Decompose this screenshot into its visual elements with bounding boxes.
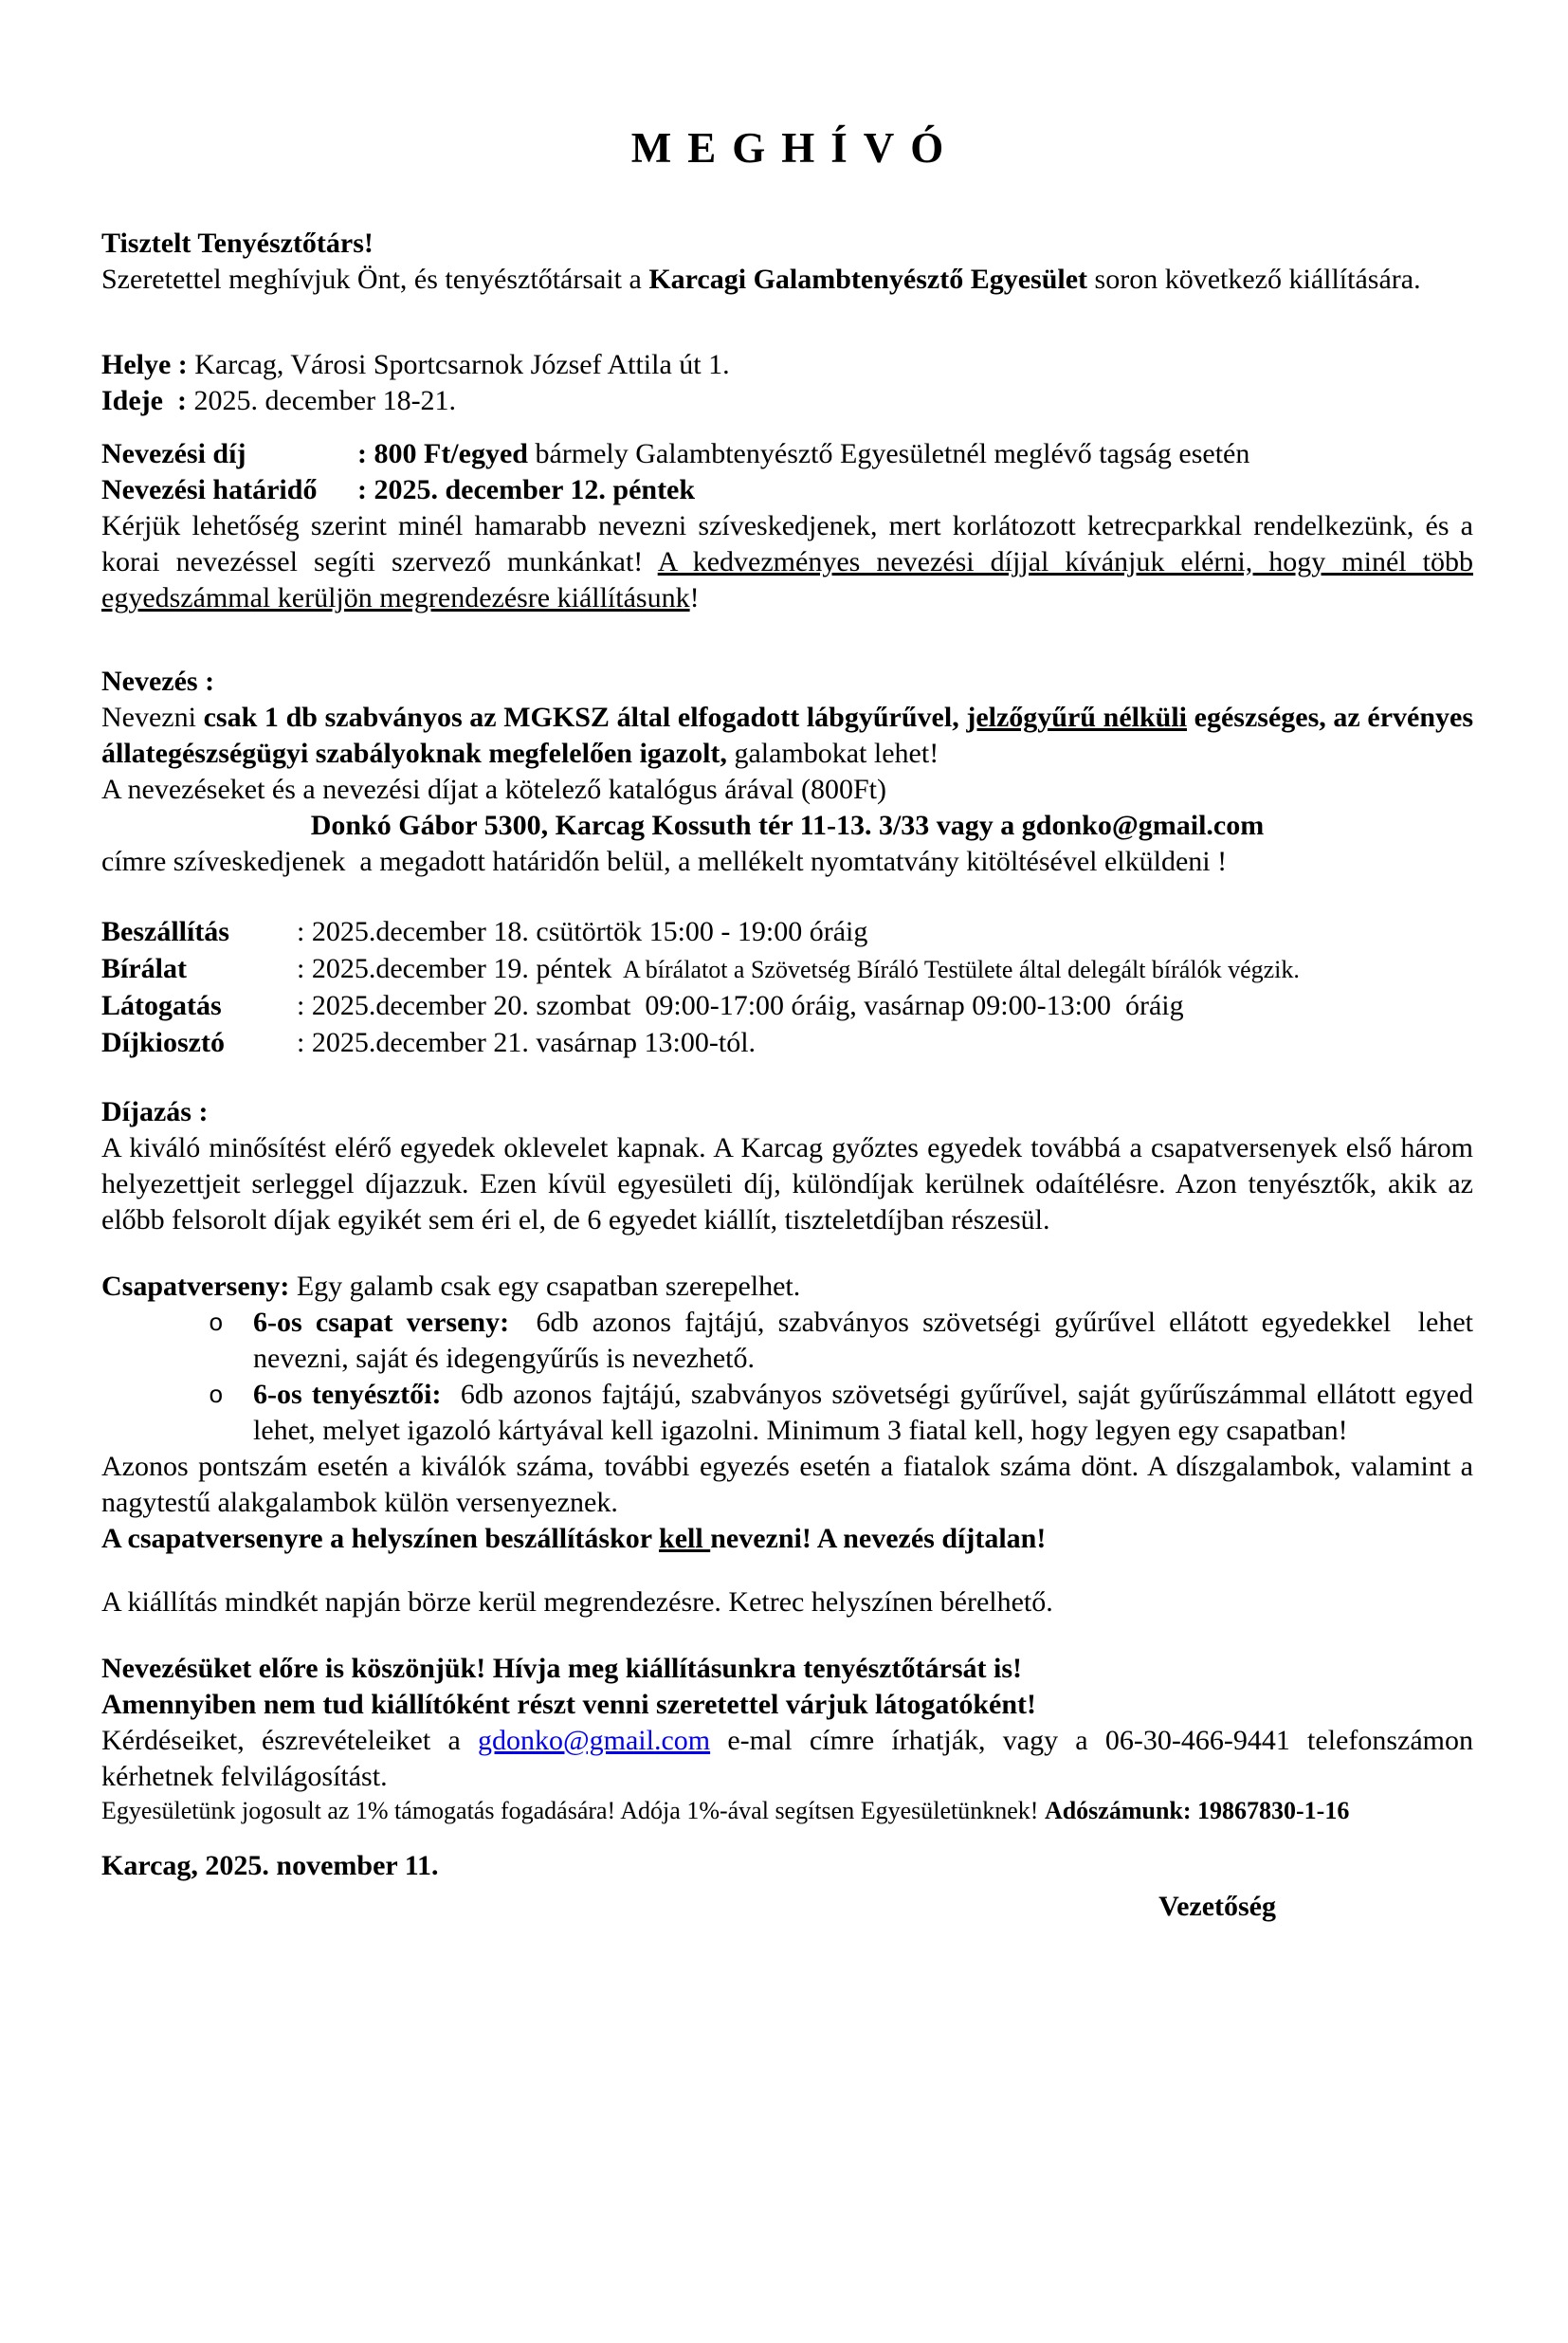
schedule-value: : 2025.december 19. péntek bbox=[297, 953, 612, 984]
entry-fee-label: Nevezési díj bbox=[101, 438, 246, 469]
entry-note-pre: Kérjük lehetőség szerint minél hamarabb nevezni szíveskedjenek, mert korlátozott ketrecparkkal rendelkezünk, és a korai nevezéssel segíti szervező munkánkat! bbox=[101, 510, 1473, 577]
schedule-row-awards-ceremony bbox=[101, 1025, 1473, 1062]
rule-pre: Nevezni bbox=[101, 702, 204, 733]
venue-line bbox=[101, 347, 1473, 383]
date-line bbox=[101, 383, 1473, 419]
venue-label: Helye : bbox=[101, 349, 188, 380]
schedule-note: A bírálatot a Szövetség Bíráló Testülete által delegált bírálók végzik. bbox=[611, 956, 1300, 983]
market-line: A kiállítás mindkét napján börze kerül megrendezésre. Ketrec helyszínen bérelhető. bbox=[101, 1586, 1053, 1618]
team-contest-heading: Csapatverseny: bbox=[101, 1271, 290, 1302]
entry-fee-rest: bármely Galambtenyésztő Egyesületnél meglévő tagság esetén bbox=[527, 438, 1250, 469]
bullet-term: 6-os tenyésztői: bbox=[253, 1379, 442, 1410]
postal-address-line bbox=[101, 808, 1473, 844]
list-item bbox=[209, 1377, 1481, 1449]
schedule-row-delivery bbox=[101, 914, 1473, 951]
team-contest-heading-rest: Egy galamb csak egy csapatban szerepelhet. bbox=[289, 1271, 801, 1302]
schedule-label: Látogatás bbox=[101, 990, 222, 1021]
registration-heading-text: Nevezés : bbox=[101, 666, 215, 697]
rule-bold2: egészséges, az érvényes állategészségügyi szabályoknak megfelelően igazolt, bbox=[101, 702, 1473, 769]
entry-fee-amount: : 800 Ft/egyed bbox=[357, 438, 528, 469]
bullet-icon: o bbox=[209, 1309, 224, 1338]
catalog-fee-line: A nevezéseket és a nevezési díjat a kötelező katalógus árával (800Ft) bbox=[101, 774, 886, 805]
entry-deadline-label: Nevezési határidő bbox=[101, 474, 318, 505]
bullet-text: 6db azonos fajtájú, szabványos szövetségi gyűrűvel, saját gyűrűszámmal ellátott egyed lehet, melyet igazoló kártyával kell igazolni. Minimum 3 fiatal kell, hogy legyen egy csapatban! bbox=[253, 1379, 1481, 1446]
schedule-value: : 2025.december 21. vasárnap 13:00-tól. bbox=[297, 1027, 757, 1058]
date-value: 2025. december 18-21. bbox=[186, 385, 457, 416]
salutation-text: Tisztelt Tenyésztőtárs! bbox=[101, 228, 374, 259]
contact-paragraph bbox=[101, 1723, 1473, 1795]
list-item bbox=[209, 1305, 1481, 1377]
team-contest-heading-line bbox=[101, 1269, 1473, 1305]
signature: Vezetőség bbox=[1158, 1891, 1276, 1922]
venue-value: Karcag, Városi Sportcsarnok József Attila út 1. bbox=[187, 349, 730, 380]
schedule-block bbox=[101, 914, 1473, 1062]
entry-deadline-value: : 2025. december 12. péntek bbox=[357, 474, 696, 505]
thanks-line bbox=[101, 1651, 1473, 1687]
intro-pre: Szeretettel meghívjuk Önt, és tenyésztőtársait a bbox=[101, 264, 649, 295]
page-title: MEGHÍVÓ bbox=[630, 124, 960, 172]
onsite-entry-line bbox=[101, 1521, 1473, 1557]
awards-heading bbox=[101, 1094, 1473, 1130]
rule-post: galambokat lehet! bbox=[726, 738, 939, 769]
schedule-value: : 2025.december 18. csütörtök 15:00 - 19:00 óráig bbox=[297, 916, 868, 947]
onsite-post: nevezni! A nevezés díjtalan! bbox=[710, 1523, 1047, 1554]
schedule-value: : 2025.december 20. szombat 09:00-17:00 óráig, vasárnap 09:00-13:00 óráig bbox=[297, 990, 1184, 1021]
tax-number: Adószámunk: 19867830-1-16 bbox=[1044, 1797, 1350, 1824]
schedule-label: Beszállítás bbox=[101, 916, 229, 947]
entry-deadline-line bbox=[101, 472, 1473, 508]
salutation bbox=[101, 226, 1473, 262]
schedule-label: Bírálat bbox=[101, 953, 187, 984]
onsite-underlined: kell bbox=[659, 1523, 711, 1554]
tax-text: Egyesületünk jogosult az 1% támogatás fogadására! Adója 1%-ával segítsen Egyesületünknek! bbox=[101, 1797, 1045, 1824]
invitation-document bbox=[0, 125, 1568, 1925]
visitors-text: Amennyiben nem tud kiállítóként részt venni szeretettel várjuk látogatóként! bbox=[101, 1689, 1037, 1720]
registration-heading bbox=[101, 664, 1473, 700]
tax-support-line bbox=[101, 1795, 1473, 1827]
send-instruction-line bbox=[101, 844, 1473, 880]
rule-bold1: csak 1 db szabványos az MGKSZ által elfogadott lábgyűrűvel, bbox=[203, 702, 967, 733]
bullet-icon: o bbox=[209, 1382, 224, 1410]
association-name: Karcagi Galambtenyésztő Egyesület bbox=[648, 264, 1088, 295]
intro-paragraph bbox=[101, 262, 1473, 298]
visitors-line bbox=[101, 1687, 1473, 1723]
bullet-term: 6-os csapat verseny: bbox=[253, 1307, 510, 1338]
email-link[interactable]: gdonko@gmail.com bbox=[478, 1725, 711, 1756]
awards-heading-text: Díjazás : bbox=[101, 1096, 209, 1127]
intro-post: soron következő kiállítására. bbox=[1087, 264, 1421, 295]
send-instruction-text: címre szíveskedjenek a megadott határidőn belül, a mellékelt nyomtatvány kitöltésével elküldeni ! bbox=[101, 846, 1228, 877]
entry-note-paragraph bbox=[101, 508, 1473, 616]
dateline-text: Karcag, 2025. november 11. bbox=[101, 1850, 439, 1881]
postal-address-text: Donkó Gábor 5300, Karcag Kossuth tér 11-13. 3/33 vagy a gdonko@gmail.com bbox=[310, 810, 1265, 841]
bullet-text: 6db azonos fajtájú, szabványos szövetségi gyűrűvel ellátott egyedekkel lehet nevezni, saját és idegengyűrűs is nevezhető. bbox=[253, 1307, 1481, 1374]
dateline bbox=[101, 1848, 1473, 1884]
registration-rule-paragraph bbox=[101, 700, 1473, 772]
onsite-pre: A csapatversenyre a helyszínen beszállításkor bbox=[101, 1523, 660, 1554]
schedule-label: Díjkiosztó bbox=[101, 1027, 225, 1058]
contact-pre: Kérdéseiket, észrevételeiket a bbox=[101, 1725, 478, 1756]
date-label: Ideje : bbox=[101, 385, 187, 416]
entry-fee-line bbox=[101, 436, 1473, 472]
thanks-text: Nevezésüket előre is köszönjük! Hívja meg kiállításunkra tenyésztőtársát is! bbox=[101, 1653, 1023, 1684]
contact-post: e-mal címre írhatják, vagy a 06-30-466-9441 telefonszámon kérhetnek felvilágosítást. bbox=[101, 1725, 1473, 1792]
team-contest-list bbox=[209, 1305, 1481, 1449]
schedule-row-judging bbox=[101, 951, 1473, 988]
schedule-row-visiting bbox=[101, 988, 1473, 1025]
entry-note-underlined: A kedvezményes nevezési díjjal kívánjuk elérni, hogy minél több egyedszámmal kerüljön megrendezésre kiállításunk bbox=[101, 546, 1473, 613]
rule-bold-underlined: jelzőgyűrű nélküli bbox=[966, 702, 1188, 733]
tiebreak-paragraph: Azonos pontszám esetén a kiválók száma, további egyezés esetén a fiatalok száma dönt. A díszgalambok, valamint a nagytestű alakgalambok külön versenyeznek. bbox=[101, 1451, 1473, 1518]
entry-note-end: ! bbox=[689, 582, 700, 613]
awards-paragraph: A kiváló minősítést elérő egyedek oklevelet kapnak. A Karcag győztes egyedek továbbá a csapatversenyek első három helyezettjeit serleggel díjazzuk. Ezen kívül egyesületi díj, különdíjak kerülnek odaítélésre. Azon tenyésztők, akik az előbb felsorolt díjak egyikét sem éri el, de 6 egyedet kiállít, tiszteletdíjban részesül. bbox=[101, 1132, 1473, 1236]
